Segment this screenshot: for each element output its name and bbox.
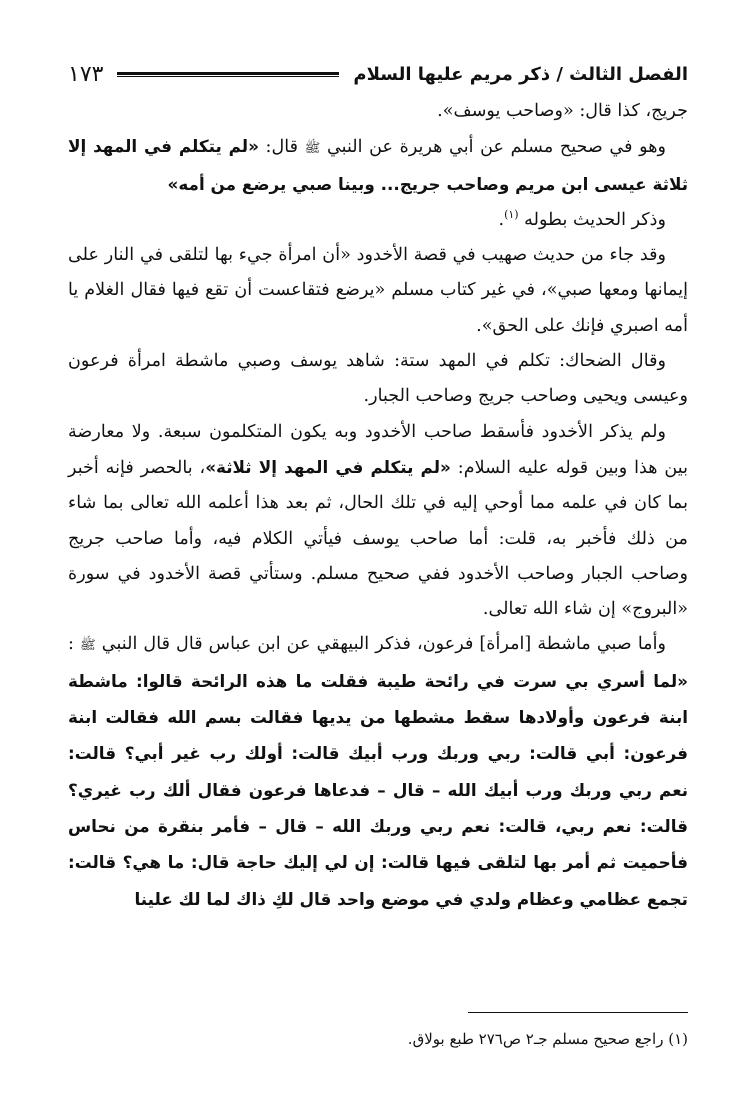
salutation-glyph: ﷺ bbox=[304, 141, 321, 157]
text-run: وأما صبي ماشطة [امرأة] فرعون، فذكر البيهقي عن ابن عباس قال قال النبي bbox=[95, 634, 666, 655]
hadith-quote: «لم يتكلم في المهد إلا ثلاثة عيسى ابن مريم وصاحب جريج... وبينا صبي يرضع من أمه» bbox=[68, 136, 688, 194]
header-rule bbox=[117, 72, 339, 77]
page-number: ١٧٣ bbox=[68, 61, 104, 87]
text-run: : bbox=[68, 634, 81, 655]
main-text bbox=[68, 94, 688, 918]
text-run: ، بالحصر فإنه أخبر بما كان في علمه مما أوحي إليه في تلك الحال، ثم بعد هذا أعلمه الله تعالى بما شاء من ذلك فأخبر به، قلت: أما صاحب يوسف فيأتي الكلام فيه، وأما صاحب جريج وصاحب الجبار وصاحب الأخدود ففي صحيح مسلم. وستأتي قصة الأخدود في سورة «البروج» إن شاء الله تعالى. bbox=[68, 457, 688, 620]
paragraph bbox=[68, 129, 688, 203]
text-run: وهو في صحيح مسلم عن أبي هريرة عن النبي bbox=[320, 137, 666, 158]
text-run: ولم يذكر الأخدود فأسقط صاحب الأخدود وبه يكون المتكلمون سبعة. ولا معارضة بين هذا وبين قوله عليه السلام: bbox=[68, 421, 688, 478]
text-run: . bbox=[498, 209, 505, 230]
paragraph bbox=[68, 94, 688, 129]
page-header bbox=[68, 56, 688, 92]
text-run: وقال الضحاك: تكلم في المهد ستة: شاهد يوسف وصبي ماشطة امرأة فرعون وعيسى ويحيى وصاحب جريج وصاحب الجبار. bbox=[68, 351, 688, 407]
salutation-glyph: ﷺ bbox=[80, 638, 96, 654]
text-run: وذكر الحديث بطوله bbox=[518, 209, 666, 230]
text-run: جريج، كذا قال: «وصاحب يوسف». bbox=[437, 101, 688, 121]
hadith-quote: «لما أسري بي سرت في رائحة طيبة فقلت ما هذه الرائحة قالوا: ماشطة ابنة فرعون وأولادها سقط مشطها من يديها فقالت بسم الله فقالت ابنة فرعون: أبي قالت: ربي وربك ورب أبيك قالت: أولك رب غير أبي؟ قالت: نعم ربي وربك ورب أبيك الله – قال – فدعاها فرعون فقال ألك رب غيري؟ قالت: نعم ربي، قالت: نعم ربي وربك الله – قال – فأمر بنقرة من نحاس فأحميت ثم أمر بها لتلقى فيها قالت: إن لي إليك حاجة قال: ما هي؟ قالت: تجمع عظامي وعظام ولدي في موضع واحد قال لكِ ذاك لما لك علينا bbox=[68, 670, 688, 909]
chapter-title: الفصل الثالث / ذكر مريم عليها السلام bbox=[353, 63, 688, 85]
hadith-quote: «لم يتكلم في المهد إلا ثلاثة» bbox=[205, 456, 451, 477]
footnote-separator bbox=[468, 1012, 688, 1013]
paragraph bbox=[68, 415, 688, 628]
footnote: (١) راجع صحيح مسلم جـ٢ ص٢٧٦ طبع بولاق. bbox=[407, 1030, 688, 1048]
paragraph bbox=[68, 203, 688, 238]
text-run: وقد جاء من حديث صهيب في قصة الأخدود «أن امرأة جيء بها لتلقى في النار على إيمانها ومعها صبي»، في غير كتاب مسلم «يرضع فتقاعست أن تقع فيها فقال الغلام يا أمه اصبري فإنك على الحق». bbox=[68, 245, 688, 336]
paragraph bbox=[68, 627, 688, 917]
footnote-marker: (١) bbox=[504, 208, 519, 222]
paragraph bbox=[68, 344, 688, 415]
paragraph bbox=[68, 238, 688, 344]
text-run: قال: bbox=[258, 137, 305, 158]
